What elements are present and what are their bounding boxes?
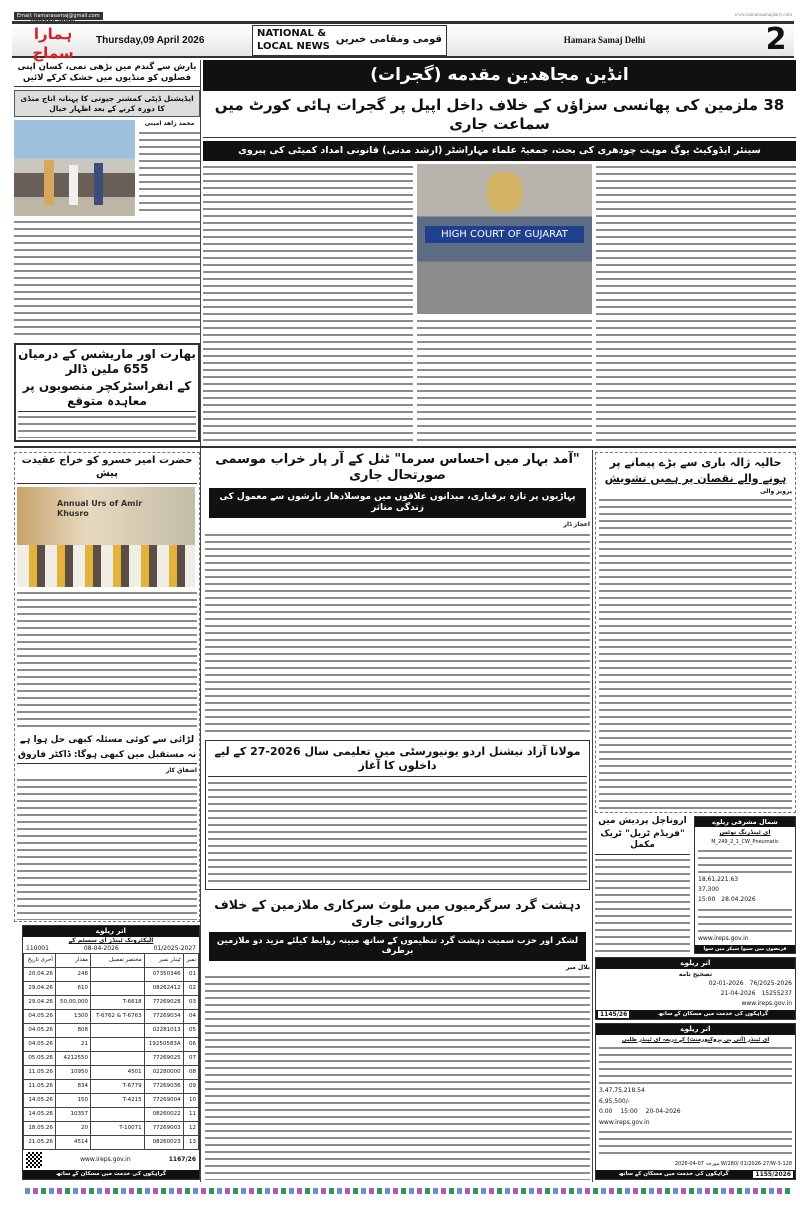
table-cell: 04: [183, 1010, 198, 1024]
court-sign: HIGH COURT OF GUJARAT: [425, 226, 584, 243]
table-row: [24, 1010, 199, 1024]
table-cell: [90, 1136, 144, 1150]
photo-column: [417, 164, 592, 442]
table-cell: 77269003: [144, 1122, 183, 1136]
table-cell: 01: [183, 968, 198, 982]
notice-title: ای ٹینڈر (آئی پی پروکیورمنٹ) کے ذریعہ ای ٹینڈر طلبی: [621, 1036, 770, 1043]
table-cell: 10950: [55, 1066, 90, 1080]
table-cell: T-6762 & T-6763: [90, 1010, 144, 1024]
pin: 110001: [26, 944, 49, 952]
notice-body: [698, 907, 792, 933]
notice-title: تصحیح نامه: [678, 971, 713, 979]
notice-title: الیکٹرونک ٹینڈر ای سسٹم کے: [68, 937, 154, 945]
table-cell: 77269004: [144, 1094, 183, 1108]
table-row: [24, 1094, 199, 1108]
byline: محمد زاهد امینی: [144, 120, 195, 127]
article-body: [595, 857, 690, 955]
tender-number: 15255237: [761, 990, 792, 998]
article-body: [139, 130, 200, 217]
logo-en: HAMARA SAMAJ: [30, 17, 76, 24]
table-cell: 19250583A: [144, 1038, 183, 1052]
photo-row: [14, 120, 200, 216]
byline: اشفاق کار: [165, 766, 197, 774]
table-row: [24, 1108, 199, 1122]
photo-side: [139, 120, 200, 216]
table-cell: 29.04.26: [24, 996, 56, 1010]
table-cell: 21: [55, 1038, 90, 1052]
issue-date: Thursday,09 April 2026: [96, 34, 205, 46]
column-rule: [200, 60, 201, 1182]
table-cell: [90, 1024, 144, 1038]
terror-headline: دہشت گرد سرگرمیوں میں ملوث سرکاری ملازمین کے خلاف کارروائی جاری: [214, 897, 581, 928]
mauritius-headline: بھارت اور ماریشس کے درمیان 655 ملین ڈالر: [18, 347, 196, 376]
notice-line: [596, 989, 795, 999]
col-header: مختصر تفصیل: [90, 954, 144, 968]
table-row: [24, 1066, 199, 1080]
table-row: [24, 1136, 199, 1150]
table-cell: [90, 968, 144, 982]
tender-cost: 3,47,75,218.54: [599, 1087, 645, 1095]
lead-banner: انڈین مجاهدین مقدمه (گجرات): [203, 60, 796, 91]
byline: بلال میر: [566, 963, 590, 971]
table-cell: 14.05.26: [24, 1094, 56, 1108]
section-en: NATIONAL &: [257, 28, 327, 39]
table-cell: 11.05.26: [24, 1066, 56, 1080]
notice-code: 1145/26: [600, 1010, 628, 1018]
left-top-column: [14, 62, 200, 442]
arunachal-headline: اروناچل پردیش میں: [598, 815, 687, 826]
table-cell: 4501: [90, 1066, 144, 1080]
right-column: [595, 452, 796, 1180]
table-cell: [90, 982, 144, 996]
lead-headline: 38 ملزمین کی پھانسی سزاؤں کے خلاف داخل اپیل پر گجرات ہائی کورٹ میں سماعت جاری: [203, 94, 796, 138]
mauritius-headline-2: کے انفراسٹرکچر منصوبوں پر معاہدہ متوقع: [18, 379, 196, 412]
closing-date: 20-04-2026: [645, 1108, 681, 1116]
col-header: نمبر: [183, 954, 198, 968]
closing-date: 28.04.2026: [721, 896, 756, 904]
notice-body: [599, 1129, 792, 1159]
table-cell: 07350346: [144, 968, 183, 982]
table-cell: 21.05.26: [24, 1136, 56, 1150]
article-body: [208, 780, 587, 888]
notice-footer-bar: [596, 1010, 795, 1019]
table-cell: 06: [183, 1038, 198, 1052]
table-cell: 834: [55, 1080, 90, 1094]
notice-reference: 128-W/280/ 01/2026-27/W-3 مورخہ 07-04-2026: [674, 1161, 792, 1167]
table-cell: [90, 1108, 144, 1122]
notice-org: شمال مشرقی ریلوے: [695, 817, 795, 827]
article-body: [17, 777, 197, 919]
table-cell: 04.05.26: [24, 1010, 56, 1024]
column-rule: [592, 450, 593, 1182]
section-en-2: LOCAL NEWS: [257, 41, 330, 52]
table-cell: [90, 1038, 144, 1052]
manuu-headline: مولانا آزاد نیشنل اردو یونیورسٹی میں تعلیمی سال 2026-27 کے لیے داخلوں کا آغاز: [208, 743, 587, 777]
website-link[interactable]: www.ireps.gov.in: [741, 1000, 792, 1008]
notice-meta: [23, 945, 199, 953]
table-cell: 05.05.26: [24, 1052, 56, 1066]
tender-date: 21-04-2026: [720, 990, 756, 998]
left-headline: بارش سے گندم میں بڑھی نمی، کسان اپنی فصلوں کو منڈیوں میں خشک کرکے لائیں: [14, 62, 200, 87]
col-header: ٹینڈر نمبر: [144, 954, 183, 968]
table-cell: 08260023: [144, 1136, 183, 1150]
tender-table: [23, 953, 199, 1150]
notice-org: اتر ریلوے: [23, 926, 199, 937]
khusro-event-photo: [17, 487, 195, 587]
table-cell: 77269028: [144, 996, 183, 1010]
table-cell: 02: [183, 982, 198, 996]
table-cell: 1300: [55, 1010, 90, 1024]
table-cell: 09: [183, 1080, 198, 1094]
table-cell: 77269036: [144, 1080, 183, 1094]
tender-fee: 0.00: [599, 1108, 613, 1116]
notice-body: [698, 848, 792, 874]
notice-footer: گراہکوں کی خدمت میں مسکان کے ساتھ: [658, 1010, 769, 1017]
notice-code: 1167/26: [168, 1155, 196, 1163]
notice-org: اتر ریلوے: [596, 1024, 795, 1035]
table-cell: 08: [183, 1066, 198, 1080]
table-cell: 248: [55, 968, 90, 982]
edition: Hamara Samaj Delhi: [563, 35, 646, 45]
notice-footer: گراہکوں کی خدمت میں مسکان کے ساتھ: [23, 1170, 199, 1179]
lead-body: [203, 164, 796, 442]
table-cell: 02281013: [144, 1024, 183, 1038]
closing-time: 15:00: [698, 896, 716, 904]
table-cell: [90, 1052, 144, 1066]
lead-column: [203, 60, 796, 442]
table-cell: 05: [183, 1024, 198, 1038]
notice-number: 76/2025-2026: [749, 979, 792, 987]
notice-title: ای ٹینڈرنگ نوٹس: [719, 829, 771, 837]
email: Email: hamarasamaj@gmail.com: [14, 12, 103, 20]
tender-notice: [22, 925, 200, 1180]
lead-subheadline: سینئر ایڈوکیٹ یوگ موہت چودھری کی بحث، جمعیۃ علماء مہاراشٹر (ارشد مدنی) قانونی امداد کمیٹی کی پیروی: [203, 141, 796, 161]
emd-amount: 6,95,500/-: [599, 1097, 630, 1105]
article-body: [205, 974, 590, 1180]
notice-date: 02-01-2026: [708, 979, 744, 987]
arunachal-story: [595, 816, 690, 954]
section-ur: قومی ومقامی خبریں: [335, 33, 442, 45]
closing-time: 15:00: [620, 1108, 638, 1116]
corrigendum-notice: [595, 957, 796, 1019]
event-banner: Annual Urs of Amir Khusro: [57, 499, 143, 518]
table-cell: T-6779: [90, 1080, 144, 1094]
page-number: 2: [765, 22, 787, 57]
table-cell: 11: [183, 1108, 198, 1122]
closing-row: [695, 896, 795, 904]
table-cell: 808: [55, 1024, 90, 1038]
hail-story: [595, 452, 796, 813]
notice-date: 08-04-2026: [83, 944, 119, 952]
terror-subheadline: لشکر اور حزب سمیت دہشت گرد تنظیموں کے ساتھ مبینہ روابط کیلئے مزید دو ملازمین برطرف: [209, 932, 586, 961]
table-cell: 10: [183, 1094, 198, 1108]
section-box: [252, 25, 447, 56]
table-cell: 03: [183, 996, 198, 1010]
col-header: مقدار: [55, 954, 90, 968]
table-row: [24, 1024, 199, 1038]
farooq-headline: لڑائی سے کوئی مسئلہ کبھی حل ہوا ہے: [19, 735, 195, 746]
manuu-story: [205, 740, 590, 890]
table-cell: 10357: [55, 1108, 90, 1122]
weather-headline: "آمد بہار میں احساس سرما" ٹنل کے آر پار خراب موسمی صورتحال جاری: [215, 452, 580, 484]
left-subheadline: ایڈیشنل ڈپٹی کمشنر جیوتی کا پہنانہ اناج منڈی کا دورہ کرنے کے بعد اظہار خیال: [14, 90, 200, 117]
table-row: [24, 1080, 199, 1094]
table-row: [24, 968, 199, 982]
masthead: [12, 17, 794, 62]
article-body: [205, 532, 590, 738]
table-row: [24, 996, 199, 1010]
table-cell: 04.05.26: [24, 1038, 56, 1052]
website-link[interactable]: www.ireps.gov.in: [80, 1155, 131, 1163]
mandi-visit-photo: [14, 120, 135, 216]
emblem: [487, 172, 522, 212]
col-header: آخری تاریخ: [24, 954, 56, 968]
high-court-photo: [417, 164, 592, 314]
table-cell: T-10071: [90, 1122, 144, 1136]
article-body: [203, 164, 413, 442]
section-en-block: [257, 27, 330, 53]
table-cell: 77269034: [144, 1010, 183, 1024]
notice-foot: [23, 1150, 199, 1170]
hail-headline: حالیہ ژالہ باری سے بڑے پیمانے پر: [609, 456, 782, 469]
section-rule: [14, 446, 796, 448]
article-body: [596, 164, 796, 442]
tender-value: 18,61,221.63: [698, 875, 739, 883]
notice-footer: فریضوں میں سیوا سیکر میں سوا: [695, 945, 795, 953]
logo-block: [16, 18, 90, 63]
notice-body: [599, 1045, 792, 1085]
khusro-story: [14, 452, 200, 922]
table-row: [24, 1052, 199, 1066]
article-body: [18, 414, 196, 438]
table-cell: 4514: [55, 1136, 90, 1150]
notice-line: [596, 979, 795, 989]
table-cell: T-6618: [90, 996, 144, 1010]
farooq-headline-2: نہ مستقبل میں کبھی ہوگا: ڈاکٹر فاروق: [17, 750, 197, 764]
notice-org: اتر ریلوے: [596, 958, 795, 969]
notice-footer-bar: [596, 1170, 795, 1179]
table-cell: 20.04.26: [24, 968, 56, 982]
table-cell: 11.05.26: [24, 1080, 56, 1094]
arunachal-row: [595, 816, 796, 954]
table-cell: 150: [55, 1094, 90, 1108]
item-code: M_249_2_1_CW_Pneumatic: [711, 838, 779, 845]
byline: پرویز والی: [760, 487, 792, 495]
table-cell: 02280000: [144, 1066, 183, 1080]
notice-footer: گراہکوں کی خدمت میں مسکان کے ساتھ: [618, 1171, 729, 1178]
table-cell: 04.05.26: [24, 1024, 56, 1038]
table-cell: 07: [183, 1052, 198, 1066]
closing-row: [596, 1108, 795, 1116]
middle-column: [205, 452, 590, 1180]
table-cell: 14.05.26: [24, 1108, 56, 1122]
hail-headline-2: ہونے والے نقصان پر ہمیں تشویش: [604, 471, 787, 485]
notice-number: 01/2025-2027: [153, 944, 196, 952]
table-row: [24, 1038, 199, 1052]
table-cell: T-4215: [90, 1094, 144, 1108]
table-row: [24, 1122, 199, 1136]
table-cell: 20: [55, 1122, 90, 1136]
notice-code: 1155/2026: [755, 1171, 791, 1178]
left-bottom-column: [14, 452, 200, 1180]
qr-code: [26, 1152, 42, 1168]
table-cell: 13: [183, 1136, 198, 1150]
table-cell: 50,00,000: [55, 996, 90, 1010]
khusro-headline: حضرت امیر خسرو کو خراج عقیدت پیش: [17, 455, 197, 484]
table-cell: 29.04.26: [24, 982, 56, 996]
arunachal-headline-2: "فریڈم ٹریل" ٹریک مکمل: [595, 829, 690, 855]
mauritius-story: [14, 343, 200, 442]
table-cell: 08262412: [144, 982, 183, 996]
table-cell: 12: [183, 1122, 198, 1136]
table-cell: 18.05.26: [24, 1122, 56, 1136]
article-body: [417, 318, 592, 442]
nr-tender-notice: [595, 1023, 796, 1180]
table-cell: 4212550: [55, 1052, 90, 1066]
article-body: [14, 219, 200, 340]
table-cell: 08260022: [144, 1108, 183, 1122]
weather-subheadline: پہاڑیوں پر تازہ برفباری، میدانوں علاقوں میں موسلادھار بارشوں سے معمول کی زندگی متاثر: [209, 488, 586, 519]
website: www.hamarasamajdaily.com: [734, 13, 792, 18]
ner-tender-notice: [694, 816, 796, 954]
table-cell: 77269025: [144, 1052, 183, 1066]
decorative-strip: [25, 1188, 790, 1194]
article-body: [17, 590, 197, 732]
byline: اعجاز ڈار: [563, 521, 590, 528]
emd-amount: 37,300: [698, 885, 719, 893]
website-link[interactable]: www.ireps.gov.in: [698, 934, 749, 942]
table-row: [24, 982, 199, 996]
table-cell: 610: [55, 982, 90, 996]
table-header: [24, 954, 199, 968]
website-link[interactable]: www.ireps.gov.in: [599, 1118, 650, 1126]
logo: ہمارا سماج: [32, 24, 74, 62]
article-body: [599, 497, 792, 809]
